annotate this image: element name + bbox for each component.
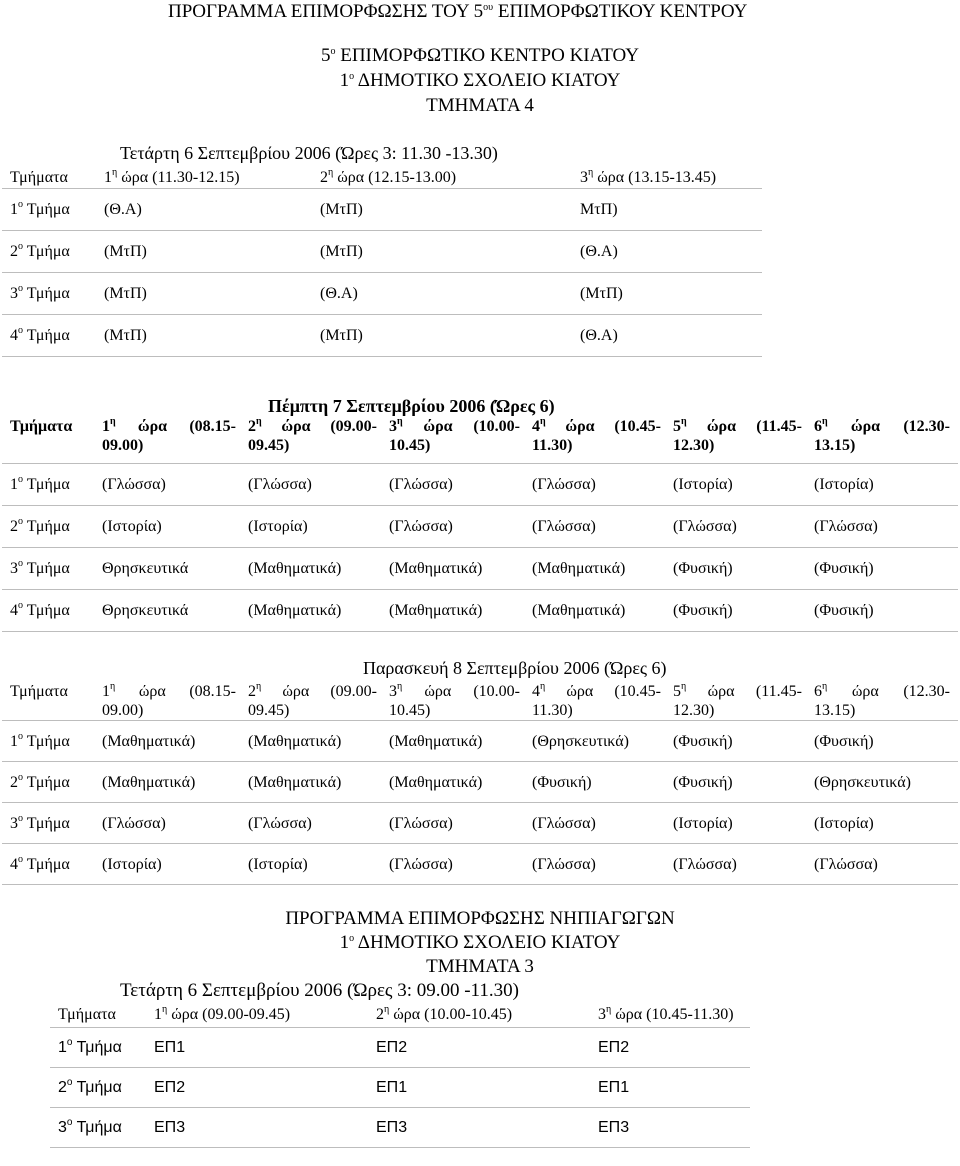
table-cell: (Γλώσσα) — [814, 855, 878, 873]
header-sup: η — [328, 167, 334, 178]
header-sup: η — [822, 416, 828, 427]
table-cell: (Ιστορία) — [102, 517, 162, 535]
table-cell: (Φυσική) — [814, 601, 874, 619]
section-sup: ο — [18, 198, 23, 210]
section-label — [2, 721, 98, 762]
header-sup: η — [606, 1004, 612, 1015]
table-cell: (ΜτΠ) — [320, 326, 363, 344]
header-number: 5 — [673, 683, 681, 700]
header-number: 4 — [532, 418, 540, 435]
header-text: ώρα (11.45-12.30) — [673, 683, 802, 719]
header-sup: η — [681, 681, 687, 692]
table-cell: ΕΠ2 — [376, 1038, 408, 1056]
table-cell: ΜτΠ) — [580, 200, 618, 218]
section-word: Τμήμα — [23, 200, 70, 218]
table-cell: (Θρησκευτικά) — [814, 773, 911, 791]
table-row — [2, 803, 958, 844]
table-cell: (Μαθηματικά) — [389, 773, 483, 791]
section-sup: ο — [18, 240, 23, 252]
section-label — [2, 188, 100, 230]
header-text: ώρα (08.15-09.00) — [102, 418, 236, 454]
table-cell: (Μαθηματικά) — [248, 732, 342, 750]
table-cell: ΕΠ1 — [154, 1038, 186, 1056]
header-row — [2, 164, 762, 188]
table-cell: (Φυσική) — [673, 773, 733, 791]
section-sup: ο — [18, 771, 23, 783]
header-text: ώρα (12.30-13.15) — [814, 683, 950, 719]
header-hour-6 — [810, 413, 958, 463]
header-number: 2 — [248, 683, 256, 700]
header-hour-1 — [98, 678, 244, 721]
header-number: 3 — [580, 169, 588, 186]
section-word: Τμήμα — [72, 1118, 122, 1136]
section-number: 4 — [10, 855, 18, 873]
table-cell: (Γλώσσα) — [102, 814, 166, 832]
table-cell: (Μαθηματικά) — [389, 732, 483, 750]
header-hour-5 — [669, 678, 810, 721]
section-number: 3 — [10, 559, 18, 577]
table-row — [50, 1067, 750, 1107]
table-cell: (Γλώσσα) — [532, 517, 596, 535]
section-label — [2, 589, 98, 631]
table-cell: (Γλώσσα) — [532, 814, 596, 832]
header-hour-3 — [385, 678, 528, 721]
table-cell: (Φυσική) — [673, 559, 733, 577]
header-text: ώρα (12.30-13.15) — [814, 418, 950, 454]
table-row — [2, 272, 762, 314]
header-text: ώρα (10.00-10.45) — [389, 418, 520, 454]
header-hour-3 — [385, 413, 528, 463]
table-row — [2, 762, 958, 803]
header-row — [2, 413, 958, 463]
table-cell: (Φυσική) — [673, 732, 733, 750]
section-sup: ο — [66, 1036, 73, 1048]
table-row — [50, 1027, 750, 1067]
table-cell: (Μαθηματικά) — [248, 773, 342, 791]
table-cell: (Μαθηματικά) — [102, 773, 196, 791]
section-number: 2 — [10, 242, 18, 260]
table-cell: ΕΠ3 — [376, 1118, 408, 1136]
section-label — [50, 1107, 150, 1147]
header-text: ώρα (09.00-09.45) — [248, 683, 377, 719]
table-cell: (Μαθηματικά) — [102, 732, 196, 750]
table-cell: (Ιστορία) — [248, 517, 308, 535]
table-cell: (Γλώσσα) — [389, 814, 453, 832]
header-row — [2, 678, 958, 721]
section-number: 3 — [58, 1118, 67, 1136]
friday-title: Παρασκευή 8 Σεπτεμβρίου 2006 (Ώρες 6) — [363, 658, 667, 678]
table-cell: (ΜτΠ) — [580, 284, 623, 302]
table-cell: (Γλώσσα) — [389, 855, 453, 873]
section-word: Τμήμα — [72, 1078, 122, 1096]
table-cell: (Μαθηματικά) — [248, 559, 342, 577]
table-cell: (Φυσική) — [532, 773, 592, 791]
header-text: ώρα (10.45-11.30) — [611, 1006, 734, 1023]
section-sup: ο — [66, 1116, 73, 1128]
table-cell: (Μαθηματικά) — [389, 559, 483, 577]
header-text: ώρα (10.45-11.30) — [532, 418, 661, 454]
table-row — [2, 188, 762, 230]
section-number: 1 — [10, 200, 18, 218]
header-text: ώρα (12.15-13.00) — [333, 169, 457, 186]
section-word: Τμήμα — [23, 855, 70, 873]
header-text: ώρα (10.00-10.45) — [389, 1006, 513, 1023]
header-hour-3 — [576, 164, 762, 188]
header-sup: η — [384, 1004, 390, 1015]
header-number: 1 — [154, 1006, 162, 1023]
section-sup: ο — [18, 599, 23, 611]
table-cell: (ΜτΠ) — [104, 326, 147, 344]
table-cell: (Γλώσσα) — [814, 517, 878, 535]
header-number: 5 — [673, 418, 681, 435]
thursday-tbody — [2, 413, 958, 631]
table-cell: (Ιστορία) — [248, 855, 308, 873]
header-hour-2 — [372, 1001, 594, 1027]
table-row — [2, 314, 762, 356]
table-cell: (Μαθηματικά) — [532, 559, 626, 577]
section-number: 4 — [10, 326, 18, 344]
header-sup: η — [397, 416, 403, 427]
section-sup: ο — [18, 853, 23, 865]
header-number: 1 — [102, 683, 110, 700]
header-sup: η — [256, 681, 262, 692]
table-cell: (Θ.Α) — [320, 284, 358, 302]
table-cell: (Γλώσσα) — [248, 814, 312, 832]
friday-schedule-table — [2, 678, 958, 885]
header-number: 3 — [389, 418, 397, 435]
table-cell: (ΜτΠ) — [104, 284, 147, 302]
table-cell: (ΜτΠ) — [104, 242, 147, 260]
school-title: $1^o$ ΔΗΜΟΤΙΚΟ ΣΧΟΛΕΙΟ ΚΙΑΤΟΥ — [339, 70, 621, 91]
header-hour-1 — [100, 164, 316, 188]
section-label — [2, 547, 98, 589]
header-hour-1 — [150, 1001, 372, 1027]
kindergarten-date-title: Τετάρτη 6 Σεπτεμβρίου 2006 (Ώρες 3: 09.00 -11.30) — [120, 980, 519, 1001]
header-number: 6 — [814, 683, 822, 700]
header-number: 2 — [320, 169, 328, 186]
table-cell: (Ιστορία) — [673, 814, 733, 832]
section-word: Τμήμα — [23, 601, 70, 619]
table-row — [2, 547, 958, 589]
header-number: Τμήματα — [10, 418, 73, 435]
table-cell: (Γλώσσα) — [532, 475, 596, 493]
table-row — [2, 230, 762, 272]
table-cell: ΕΠ3 — [154, 1118, 186, 1136]
header-sup: η — [681, 416, 687, 427]
kindergarten-schedule-table — [50, 1001, 750, 1148]
table-cell: (Γλώσσα) — [389, 517, 453, 535]
table-row — [2, 589, 958, 631]
header-hour-4 — [528, 678, 669, 721]
table-cell: (Γλώσσα) — [673, 517, 737, 535]
table-row — [2, 721, 958, 762]
section-sup: ο — [66, 1076, 73, 1088]
table-cell: ΕΠ2 — [154, 1078, 186, 1096]
table-cell: (Ιστορία) — [814, 475, 874, 493]
section-label — [2, 505, 98, 547]
section-number: 2 — [58, 1078, 67, 1096]
header-hour-2 — [316, 164, 576, 188]
thursday-title: Πέμπτη 7 Σεπτεμβρίου 2006 (Ώρες 6) — [268, 396, 555, 416]
section-label — [2, 844, 98, 885]
header-hour-4 — [528, 413, 669, 463]
header-sections — [2, 413, 98, 463]
section-label — [2, 230, 100, 272]
thursday-schedule-table — [2, 413, 958, 632]
section-number: 2 — [10, 517, 18, 535]
table-cell: Θρησκευτικά — [102, 559, 189, 577]
header-text: ώρα (08.15-09.00) — [102, 683, 236, 719]
header-number: 2 — [376, 1006, 384, 1023]
header-text: ώρα (09.00-09.45) — [248, 418, 377, 454]
header-hour-2 — [244, 678, 385, 721]
section-sup: ο — [18, 282, 23, 294]
section-label — [2, 314, 100, 356]
table-cell: Θρησκευτικά — [102, 601, 189, 619]
table-cell: (Γλώσσα) — [673, 855, 737, 873]
header-number: 1 — [102, 418, 110, 435]
section-number: 3 — [10, 284, 18, 302]
section-word: Τμήμα — [23, 284, 70, 302]
header-sup: η — [540, 416, 546, 427]
table-row — [2, 463, 958, 505]
section-word: Τμήμα — [23, 732, 70, 750]
section-word: Τμήμα — [23, 475, 70, 493]
kindergarten-title: ΠΡΟΓΡΑΜΜΑ ΕΠΙΜΟΡΦΩΣΗΣ ΝΗΠΙΑΓΩΓΩΝ — [285, 908, 675, 929]
table-row — [50, 1107, 750, 1147]
header-number: 4 — [532, 683, 540, 700]
table-cell: (Θ.Α) — [580, 326, 618, 344]
table-cell: (ΜτΠ) — [320, 200, 363, 218]
section-number: 1 — [58, 1038, 67, 1056]
table-cell: ΕΠ1 — [376, 1078, 408, 1096]
header-text: ώρα (11.30-12.15) — [117, 169, 240, 186]
table-cell: ΕΠ2 — [598, 1038, 630, 1056]
table-cell: (Γλώσσα) — [532, 855, 596, 873]
kindergarten-tbody — [50, 1001, 750, 1147]
header-sup: η — [162, 1004, 168, 1015]
section-number: 3 — [10, 814, 18, 832]
wednesday-schedule-table — [2, 164, 762, 357]
section-label — [2, 762, 98, 803]
header-sup: η — [822, 681, 828, 692]
table-cell: (Θρησκευτικά) — [532, 732, 629, 750]
header-hour-1 — [98, 413, 244, 463]
header-sections — [50, 1001, 150, 1027]
section-number: 4 — [10, 601, 18, 619]
header-hour-5 — [669, 413, 810, 463]
header-number: 1 — [104, 169, 112, 186]
section-word: Τμήμα — [23, 559, 70, 577]
table-cell: (ΜτΠ) — [320, 242, 363, 260]
header-sections — [2, 164, 100, 188]
table-cell: (Φυσική) — [814, 732, 874, 750]
header-text: ώρα (09.00-09.45) — [167, 1006, 291, 1023]
header-number: Τμήματα — [58, 1006, 116, 1023]
section-label — [2, 272, 100, 314]
header-sup: η — [110, 681, 116, 692]
table-cell: (Θ.Α) — [104, 200, 142, 218]
header-sup: η — [540, 681, 546, 692]
header-text: ώρα (10.00-10.45) — [389, 683, 520, 719]
header-text: ώρα (13.15-13.45) — [593, 169, 717, 186]
wednesday-title: Τετάρτη 6 Σεπτεμβρίου 2006 (Ώρες 3: 11.30 -13.30) — [120, 143, 498, 163]
header-sup: η — [110, 416, 116, 427]
header-row — [50, 1001, 750, 1027]
table-cell: (Ιστορία) — [102, 855, 162, 873]
header-sections — [2, 678, 98, 721]
section-sup: ο — [18, 473, 23, 485]
section-number: 2 — [10, 773, 18, 791]
header-hour-6 — [810, 678, 958, 721]
table-cell: (Φυσική) — [673, 601, 733, 619]
header-number: 3 — [598, 1006, 606, 1023]
section-sup: ο — [18, 324, 23, 336]
table-row — [2, 505, 958, 547]
table-cell: (Γλώσσα) — [389, 475, 453, 493]
section-sup: ο — [18, 515, 23, 527]
table-cell: (Ιστορία) — [673, 475, 733, 493]
header-sup: η — [256, 416, 262, 427]
header-number: Τμήματα — [10, 169, 68, 186]
friday-tbody — [2, 678, 958, 885]
header-number: 3 — [389, 683, 397, 700]
section-word: Τμήμα — [23, 242, 70, 260]
sections-title: ΤΜΗΜΑΤΑ 4 — [426, 95, 534, 116]
section-word: Τμήμα — [23, 773, 70, 791]
section-sup: ο — [18, 812, 23, 824]
header-text: ώρα (11.45-12.30) — [673, 418, 802, 454]
section-word: Τμήμα — [23, 517, 70, 535]
section-sup: ο — [18, 730, 23, 742]
section-sup: ο — [18, 557, 23, 569]
table-cell: (Μαθηματικά) — [389, 601, 483, 619]
table-cell: (Θ.Α) — [580, 242, 618, 260]
section-word: Τμήμα — [72, 1038, 122, 1056]
header-sup: η — [397, 681, 403, 692]
header-number: 2 — [248, 418, 256, 435]
wednesday-tbody — [2, 164, 762, 356]
table-cell: (Ιστορία) — [814, 814, 874, 832]
header-hour-3 — [594, 1001, 750, 1027]
header-sup: η — [112, 167, 118, 178]
header-sup: η — [588, 167, 594, 178]
sections-title-2: ΤΜΗΜΑΤΑ 3 — [426, 956, 534, 977]
header-hour-2 — [244, 413, 385, 463]
section-label — [2, 803, 98, 844]
main-title: ΠΡΟΓΡΑΜΜΑ ΕΠΙΜΟΡΦΩΣΗΣ ΤΟΥ $5^{o\upsilon}$ ΕΠΙΜΟΡΦΩΤΙΚΟΥ ΚΕΝΤΡΟΥ — [168, 1, 748, 22]
section-word: Τμήμα — [23, 814, 70, 832]
table-cell: ΕΠ1 — [598, 1078, 630, 1096]
header-number: Τμήματα — [10, 683, 68, 700]
section-number: 1 — [10, 732, 18, 750]
section-label — [50, 1027, 150, 1067]
table-cell: (Γλώσσα) — [102, 475, 166, 493]
table-cell: (Γλώσσα) — [248, 475, 312, 493]
section-number: 1 — [10, 475, 18, 493]
table-row — [2, 844, 958, 885]
header-number: 6 — [814, 418, 822, 435]
section-label — [2, 463, 98, 505]
section-label — [50, 1067, 150, 1107]
table-cell: (Μαθηματικά) — [532, 601, 626, 619]
table-cell: (Φυσική) — [814, 559, 874, 577]
table-cell: ΕΠ3 — [598, 1118, 630, 1136]
table-cell: (Μαθηματικά) — [248, 601, 342, 619]
school-title-2: $1^o$ ΔΗΜΟΤΙΚΟ ΣΧΟΛΕΙΟ ΚΙΑΤΟΥ — [339, 932, 621, 953]
section-word: Τμήμα — [23, 326, 70, 344]
center-title: $5^o$ ΕΠΙΜΟΡΦΩΤΙΚΟ ΚΕΝΤΡΟ ΚΙΑΤΟΥ — [320, 45, 640, 66]
header-text: ώρα (10.45-11.30) — [532, 683, 661, 719]
